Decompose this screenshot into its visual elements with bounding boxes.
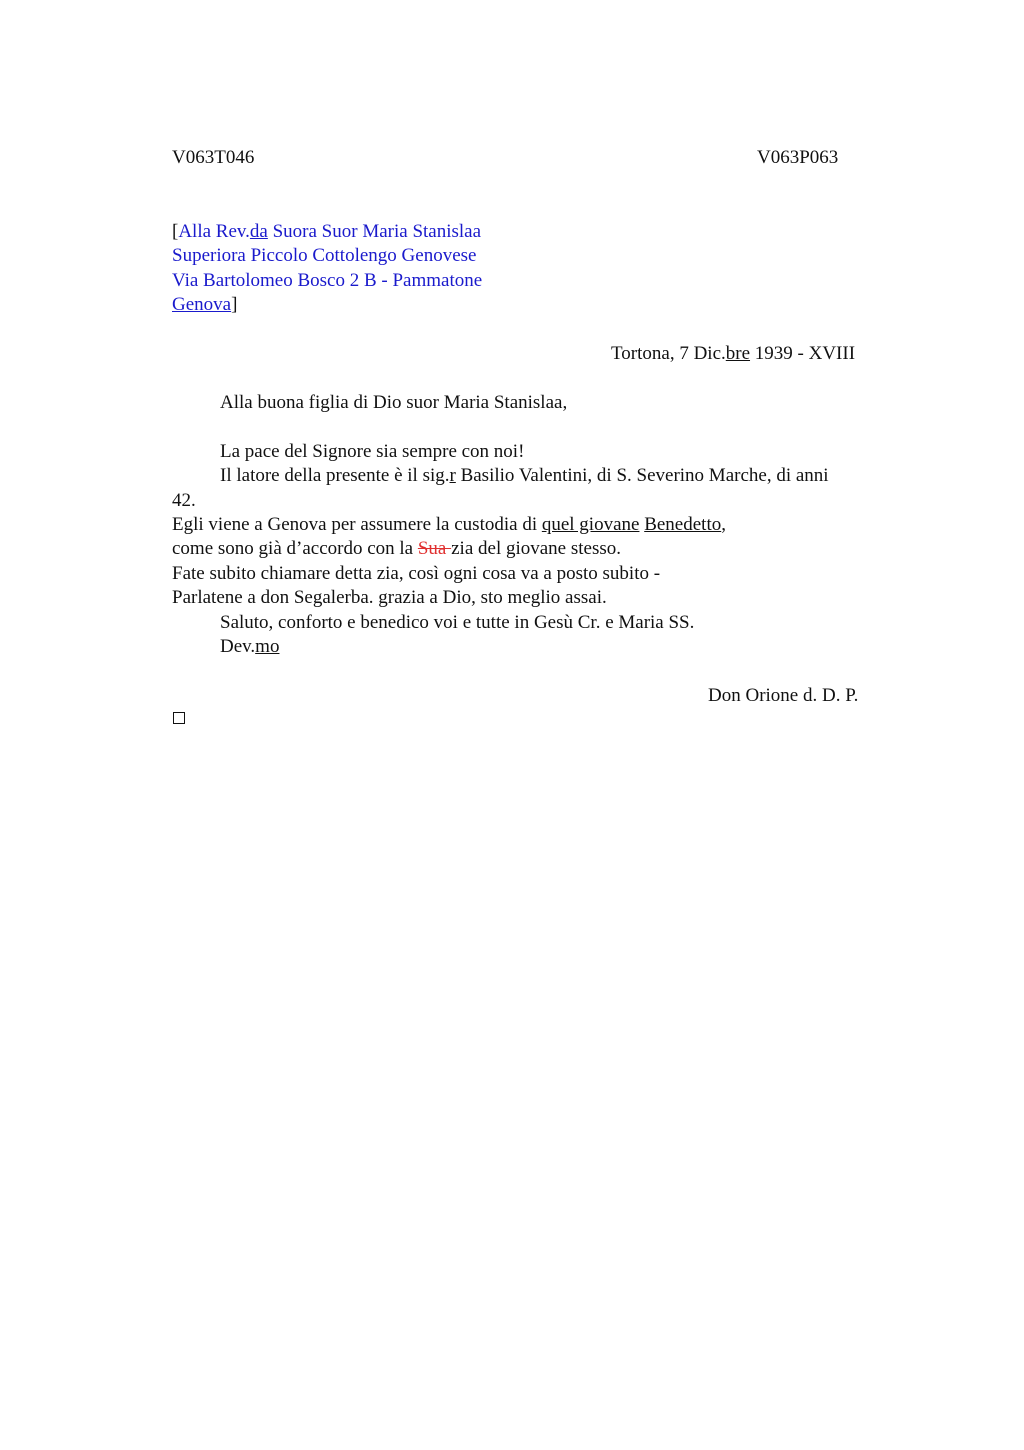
bearer-title-abbrev: r — [449, 465, 456, 486]
address-title-abbrev: da — [249, 221, 268, 242]
address-line-1 — [172, 220, 481, 244]
paragraph-instruction: Fate subito chiamare detta zia, così ogni cosa va a posto subito - — [172, 563, 661, 584]
address-title-text: Alla Rev. — [178, 221, 250, 242]
signature: Don Orione d. D. P. — [708, 685, 859, 706]
closing-abbrev: mo — [255, 636, 280, 657]
address-line-4 — [172, 293, 237, 317]
address-recipient-title — [178, 221, 481, 242]
address-open-bracket: [ — [172, 221, 179, 242]
paragraph-agreement — [172, 537, 621, 561]
paragraph-custody — [172, 513, 726, 537]
dateline-place: Tortona, 7 Dic. — [611, 343, 726, 364]
paragraph-bearer-continued: 42. — [172, 490, 196, 511]
closing-text: Dev. — [220, 636, 256, 657]
bearer-text-end: Basilio Valentini, di S. Severino Marche, di anni — [455, 465, 829, 486]
paragraph-bearer — [220, 464, 829, 488]
address-line-3: Via Bartolomeo Bosco 2 B - Pammatone — [172, 270, 483, 291]
document-code-right: V063P063 — [757, 147, 839, 168]
custody-comma: , — [721, 514, 726, 535]
struck-out-word: Sua — [417, 538, 452, 559]
paragraph-greeting: La pace del Signore sia sempre con noi! — [220, 441, 525, 462]
dateline — [611, 342, 855, 366]
paragraph-blessing: Saluto, conforto e benedico voi e tutte in Gesù Cr. e Maria SS. — [220, 612, 695, 633]
address-recipient-name: Suora Suor Maria Stanislaa — [267, 221, 482, 242]
bearer-text-start: Il latore della presente è il sig. — [220, 465, 450, 486]
empty-checkbox-icon — [173, 712, 185, 724]
address-city: Genova — [172, 294, 232, 315]
custody-text: Egli viene a Genova per assumere la custodia di — [172, 514, 542, 535]
address-line-2: Superiora Piccolo Cottolengo Genovese — [172, 245, 477, 266]
closing — [220, 635, 279, 659]
paragraph-health: Parlatene a don Segalerba. grazia a Dio, sto meglio assai. — [172, 587, 607, 608]
salutation: Alla buona figlia di Dio suor Maria Stanislaa, — [220, 392, 568, 413]
custody-underlined-name: Benedetto — [644, 514, 722, 535]
document-code-left: V063T046 — [172, 147, 255, 168]
custody-underlined-phrase: quel giovane — [541, 514, 640, 535]
agreement-text-end: zia del giovane stesso. — [451, 538, 622, 559]
dateline-month-abbrev: bre — [725, 343, 751, 364]
dateline-year: 1939 - XVIII — [750, 343, 856, 364]
agreement-text-start: come sono già d’accordo con la — [172, 538, 418, 559]
address-close-bracket: ] — [231, 294, 238, 315]
